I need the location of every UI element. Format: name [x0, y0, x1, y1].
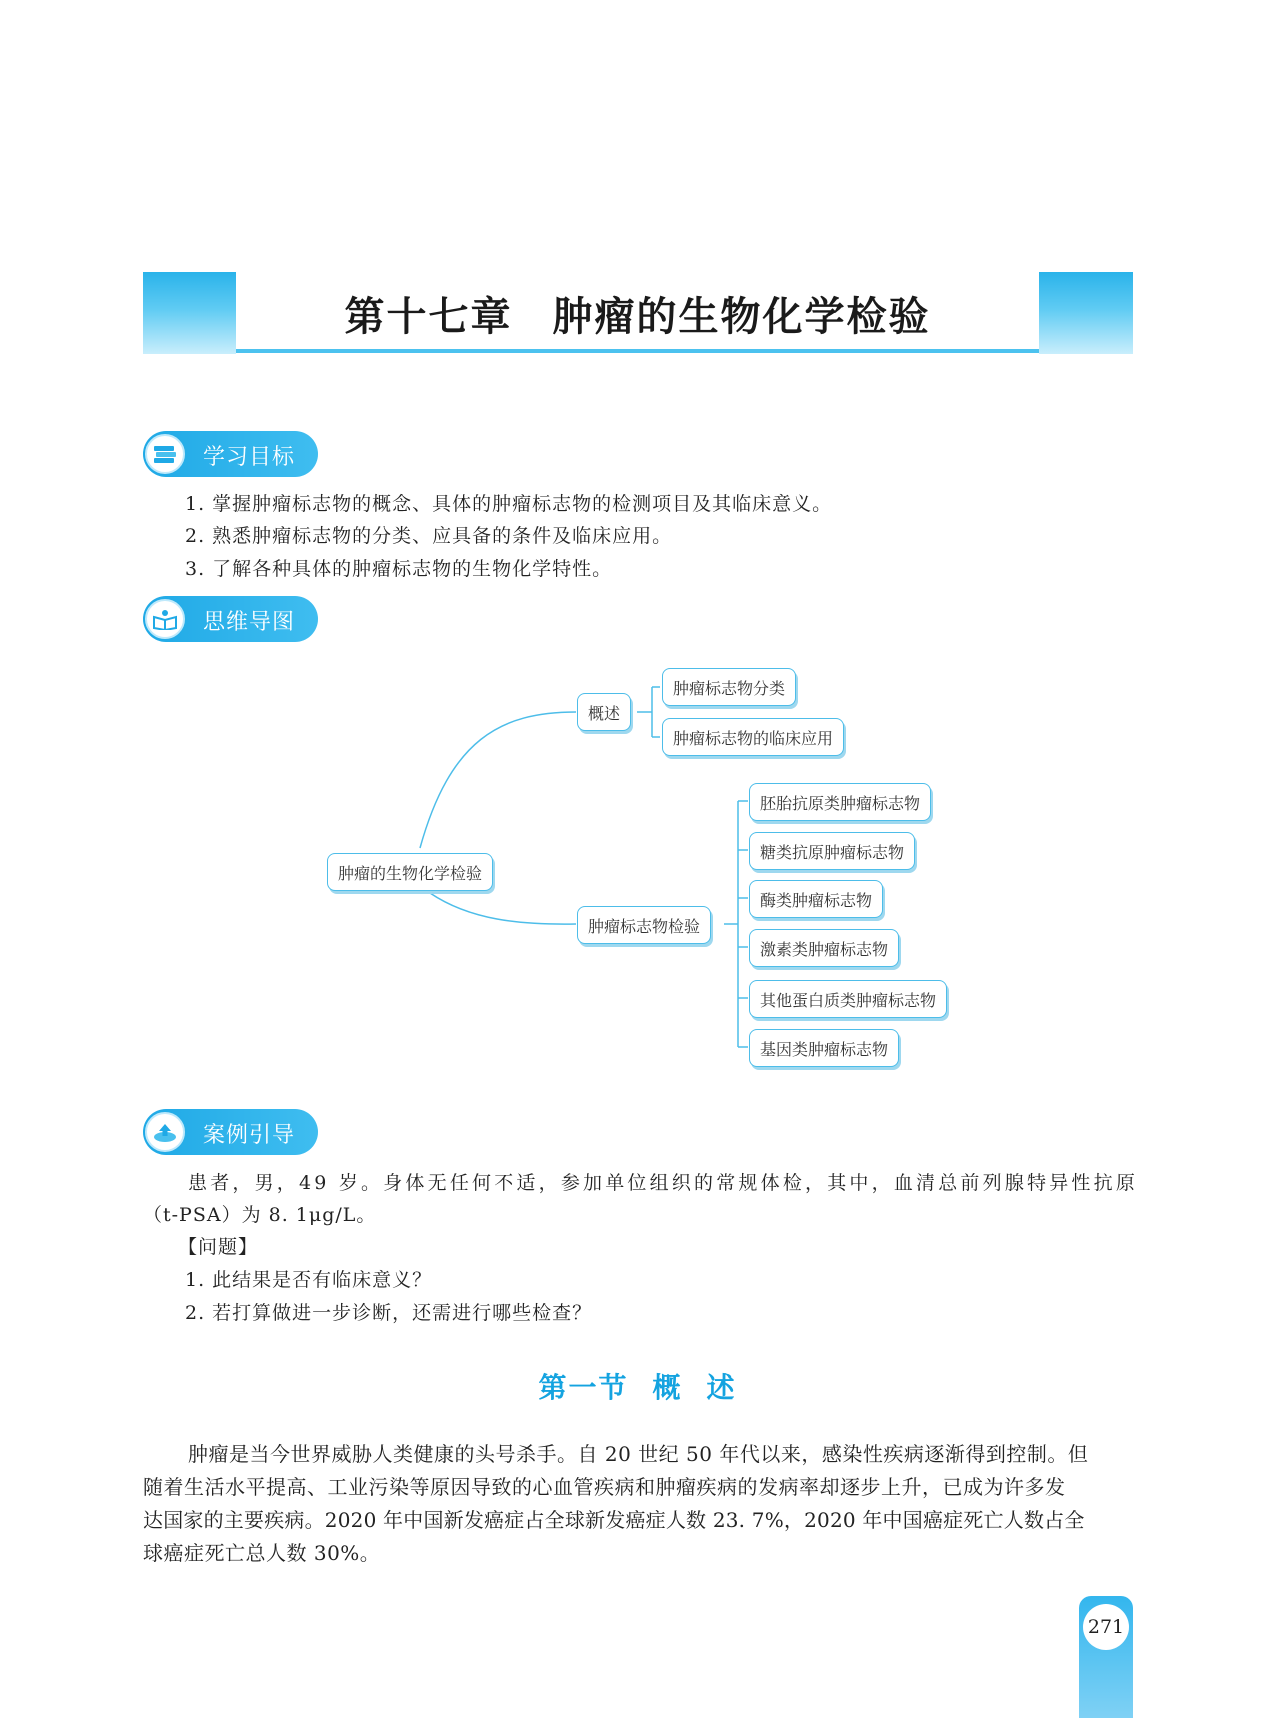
section-title-char: 述	[706, 1371, 737, 1404]
case-question: 2. 若打算做进一步诊断，还需进行哪些检查？	[185, 1302, 593, 1324]
mindmap-leaf-node: 激素类肿瘤标志物	[749, 929, 899, 967]
mindmap-label: 思维导图	[203, 610, 296, 635]
body-paragraph-line: 肿瘤是当今世界威胁人类健康的头号杀手。自 20 世纪 50 年代以来，感染性疾病逐渐得到控制。但	[188, 1442, 1089, 1466]
mindmap-leaf-node: 酶类肿瘤标志物	[749, 880, 883, 918]
case-paragraph-line: （t-PSA）为 8. 1μg/L。	[143, 1204, 377, 1226]
case-paragraph-line: 患者，男，49 岁。身体无任何不适，参加单位组织的常规体检，其中，血清总前列腺特异性抗原	[188, 1172, 1139, 1194]
page-number: 271	[1083, 1604, 1129, 1650]
body-paragraph-line: 随着生活水平提高、工业污染等原因导致的心血管疾病和肿瘤疾病的发病率却逐步上升，已成为许多发	[143, 1475, 1066, 1499]
body-paragraph-line: 达国家的主要疾病。2020 年中国新发癌症占全球新发癌症人数 23. 7%，2020 年中国癌症死亡人数占全	[143, 1508, 1085, 1532]
case-question-heading: 【问题】	[178, 1236, 259, 1258]
objective-item: 1. 掌握肿瘤标志物的概念、具体的肿瘤标志物的检测项目及其临床意义。	[185, 493, 833, 515]
mindmap-leaf-node: 肿瘤标志物分类	[662, 668, 796, 706]
mindmap-leaf-node: 肿瘤标志物的临床应用	[662, 718, 844, 756]
section-number: 第一节	[538, 1371, 629, 1404]
chapter-name: 肿瘤的生物化学检验	[552, 293, 931, 340]
section-title	[0, 1366, 1275, 1406]
mindmap-branch-node: 概述	[577, 693, 631, 731]
objective-item: 2. 熟悉肿瘤标志物的分类、应具备的条件及临床应用。	[185, 525, 673, 547]
mindmap-root-node: 肿瘤的生物化学检验	[327, 853, 493, 891]
mindmap-leaf-node: 其他蛋白质类肿瘤标志物	[749, 980, 947, 1018]
chapter-number: 第十七章	[344, 293, 513, 340]
objectives-label: 学习目标	[203, 445, 296, 470]
mindmap-branch-node: 肿瘤标志物检验	[577, 906, 711, 944]
objective-item: 3. 了解各种具体的肿瘤标志物的生物化学特性。	[185, 558, 613, 580]
cloud-upload-icon	[145, 1112, 185, 1152]
case-question: 1. 此结果是否有临床意义？	[185, 1269, 433, 1291]
mindmap-leaf-node: 胚胎抗原类肿瘤标志物	[749, 783, 931, 821]
section-title-char: 概	[652, 1371, 683, 1404]
body-paragraph-line: 球癌症死亡总人数 30%。	[143, 1541, 381, 1565]
mindmap-leaf-node: 糖类抗原肿瘤标志物	[749, 832, 915, 870]
case-label: 案例引导	[203, 1123, 296, 1148]
mindmap-leaf-node: 基因类肿瘤标志物	[749, 1029, 899, 1067]
case-section-pill	[143, 1109, 318, 1155]
